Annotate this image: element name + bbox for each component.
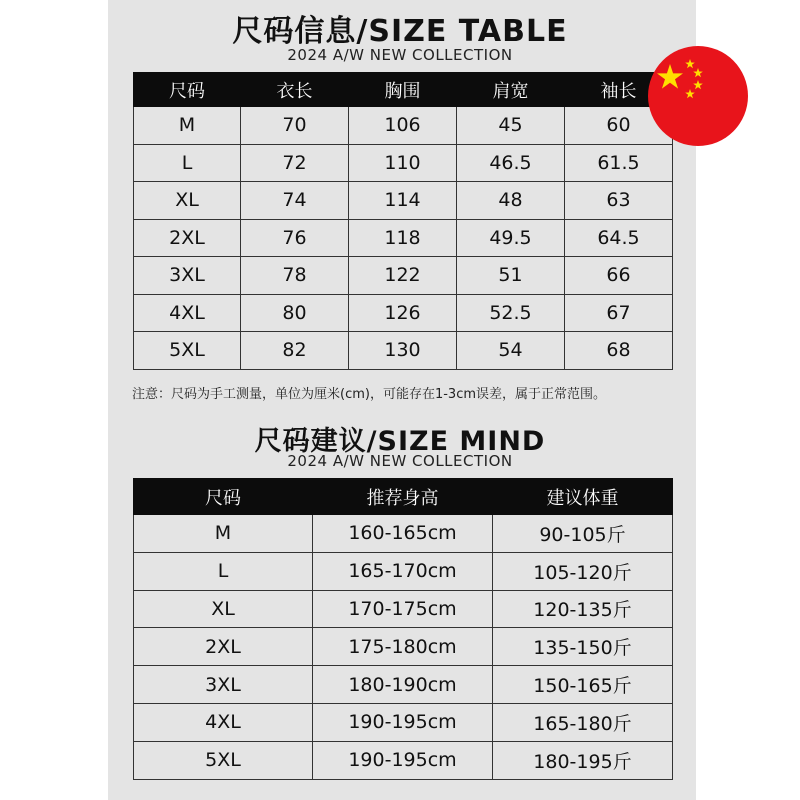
header-cell: 肩宽 [457, 73, 565, 107]
table-cell: 175-180cm [313, 628, 493, 666]
size-table-subtitle: 2024 A/W NEW COLLECTION [287, 46, 513, 64]
table-row [134, 515, 673, 553]
table-row [134, 144, 673, 182]
header-cell: 推荐身高 [313, 479, 493, 515]
table-row [134, 219, 673, 257]
table-cell: 160-165cm [313, 515, 493, 553]
table-cell: 49.5 [457, 219, 565, 257]
flag-background [648, 46, 748, 146]
table-cell: 180-190cm [313, 666, 493, 704]
table-cell: 190-195cm [313, 703, 493, 741]
table-cell: 51 [457, 257, 565, 295]
table-cell: 74 [241, 182, 349, 220]
table-cell: 126 [349, 294, 457, 332]
table-cell: 78 [241, 257, 349, 295]
table-cell: 180-195斤 [493, 741, 673, 779]
table-cell: L [134, 144, 241, 182]
header-cell: 袖长 [565, 73, 673, 107]
table-row [134, 182, 673, 220]
table-row [134, 703, 673, 741]
table-cell: XL [134, 182, 241, 220]
table-cell: 45 [457, 107, 565, 145]
table-cell: 68 [565, 332, 673, 370]
table-cell: 106 [349, 107, 457, 145]
table-cell: XL [134, 590, 313, 628]
table-cell: 130 [349, 332, 457, 370]
size-mind-subtitle: 2024 A/W NEW COLLECTION [287, 452, 513, 470]
table-row [134, 590, 673, 628]
header-cell: 建议体重 [493, 479, 673, 515]
table-cell: 72 [241, 144, 349, 182]
table-cell: 5XL [134, 332, 241, 370]
table-cell: 70 [241, 107, 349, 145]
table-cell: 110 [349, 144, 457, 182]
table-cell: 82 [241, 332, 349, 370]
table-row [134, 741, 673, 779]
table-row [134, 294, 673, 332]
table-cell: 52.5 [457, 294, 565, 332]
table-cell: 3XL [134, 666, 313, 704]
table-cell: 190-195cm [313, 741, 493, 779]
table-cell: 76 [241, 219, 349, 257]
size-table-title: 尺码信息/SIZE TABLE [232, 14, 568, 49]
table-cell: L [134, 552, 313, 590]
table-cell: 165-180斤 [493, 703, 673, 741]
table-cell: 64.5 [565, 219, 673, 257]
table-cell: 60 [565, 107, 673, 145]
table-cell: 46.5 [457, 144, 565, 182]
size-mind-header-row [134, 479, 673, 515]
header-cell: 衣长 [241, 73, 349, 107]
table-cell: 3XL [134, 257, 241, 295]
header-cell: 尺码 [134, 479, 313, 515]
table-cell: 105-120斤 [493, 552, 673, 590]
size-mind-title: 尺码建议/SIZE MIND [254, 426, 546, 457]
table-cell: 80 [241, 294, 349, 332]
table-row [134, 552, 673, 590]
table-row [134, 332, 673, 370]
table-cell: 122 [349, 257, 457, 295]
china-flag-icon [648, 46, 748, 146]
table-row [134, 257, 673, 295]
header-cell: 胸围 [349, 73, 457, 107]
measurement-note: 注意：尺码为手工测量，单位为厘米(cm)，可能存在1-3cm误差，属于正常范围。 [132, 387, 606, 402]
table-cell: 118 [349, 219, 457, 257]
table-cell: 48 [457, 182, 565, 220]
table-cell: 165-170cm [313, 552, 493, 590]
table-cell: 2XL [134, 219, 241, 257]
table-cell: 66 [565, 257, 673, 295]
table-row [134, 628, 673, 666]
table-cell: 150-165斤 [493, 666, 673, 704]
size-table-header-row [134, 73, 673, 107]
size-mind-table [133, 478, 673, 780]
table-cell: 170-175cm [313, 590, 493, 628]
table-cell: 4XL [134, 294, 241, 332]
table-cell: 4XL [134, 703, 313, 741]
table-cell: 61.5 [565, 144, 673, 182]
table-row [134, 107, 673, 145]
table-cell: 135-150斤 [493, 628, 673, 666]
table-cell: 114 [349, 182, 457, 220]
table-cell: 120-135斤 [493, 590, 673, 628]
table-cell: 2XL [134, 628, 313, 666]
table-row [134, 666, 673, 704]
header-cell: 尺码 [134, 73, 241, 107]
table-cell: 63 [565, 182, 673, 220]
size-table [133, 72, 673, 370]
table-cell: M [134, 515, 313, 553]
table-cell: 90-105斤 [493, 515, 673, 553]
table-cell: 67 [565, 294, 673, 332]
table-cell: 54 [457, 332, 565, 370]
table-cell: M [134, 107, 241, 145]
table-cell: 5XL [134, 741, 313, 779]
